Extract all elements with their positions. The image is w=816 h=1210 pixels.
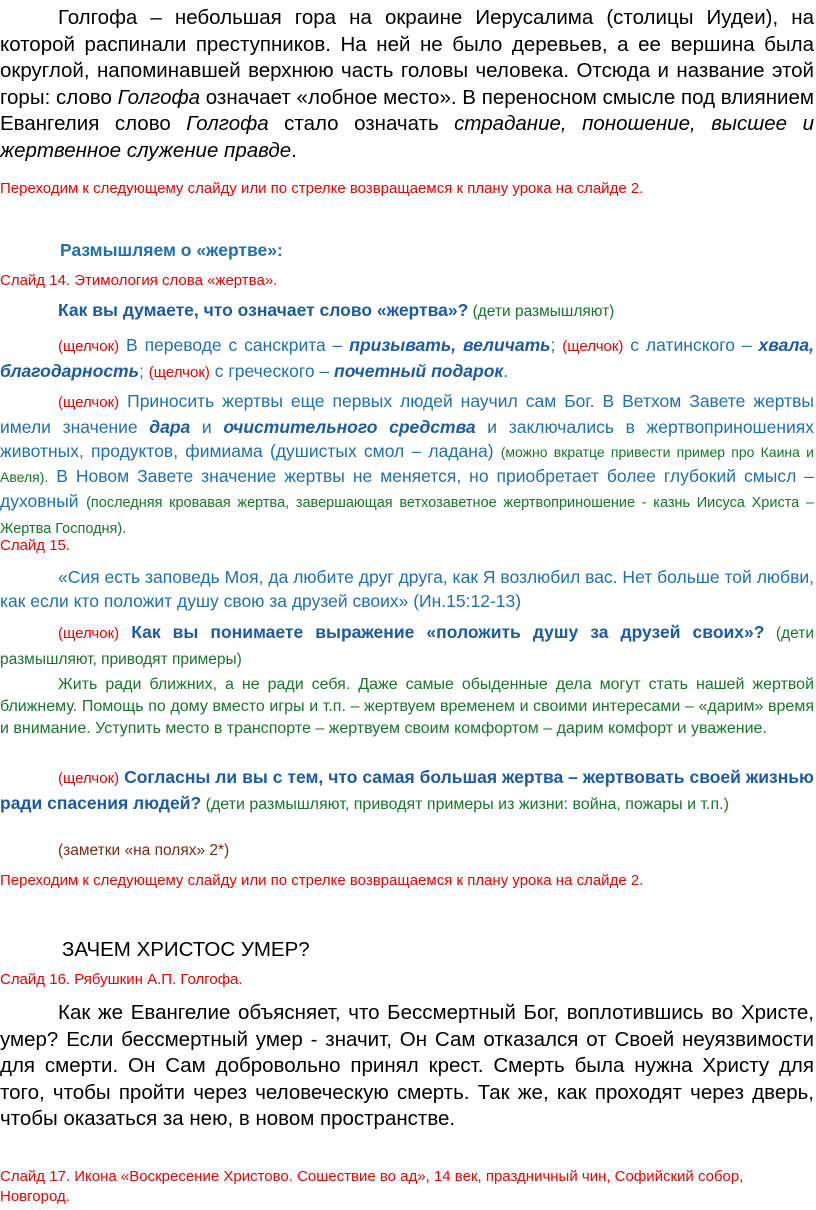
navigation-note: Переходим к следующему слайду или по стрелке возвращаемся к плану урока на слайде 2. (0, 872, 644, 889)
italic-term: Голгофа (117, 85, 200, 109)
slide-label-16: Слайд 16. Рябушкин А.П. Голгофа. (0, 971, 243, 988)
text-run: Голгофа – небольшая гора на окраине Иерусалима (столицы Иудеи), на которой распинали преступников. На ней не было деревьев, а ее вершина была округлой, напоминавшей верхнюю часть головы человека. Отсюда и название этой горы: слово (0, 6, 814, 109)
emphasis: хвала, благодарность (0, 335, 814, 381)
etymology-paragraph (0, 333, 814, 385)
slide-label-15: Слайд 15. (0, 537, 71, 554)
question-text: Согласны ли вы с тем, что самая большая жертва – жертвовать своей жизнью ради спасения людей? (0, 767, 814, 813)
question-text: Как вы понимаете выражение «положить душу за друзей своих»? (119, 622, 765, 642)
text-run: означает «лобное место». В переносном смысле под влиянием Евангелия слово (0, 85, 814, 135)
text-run: с латинского – (623, 335, 759, 355)
question-lay-down-life (0, 620, 814, 672)
teacher-note: (последняя кровавая жертва, завершающая ветхозаветное жертвоприношение - казнь Иисуса Христа – Жертва Господня). (0, 495, 814, 537)
click-marker: (щелчок) (58, 770, 120, 787)
margin-notes-reference: (заметки «на полях» 2*) (58, 842, 230, 859)
teacher-note: (можно вкратце привести пример про Каина и Авеля). (0, 444, 814, 485)
teacher-note: (дети размышляют, приводят примеры из жизни: война, пожары и т.п.) (201, 796, 729, 813)
italic-term: Голгофа (186, 112, 269, 135)
text-run: В Новом Завете значение жертвы не меняется, но приобретает более глубокий смысл – духовный (0, 466, 814, 511)
text-run: и (190, 417, 224, 437)
emphasis: призывать, величать (349, 335, 551, 355)
text-run: В переводе с санскрита – (119, 335, 350, 355)
text-run: . (503, 361, 509, 381)
text-run: стало означать (268, 112, 455, 135)
teacher-note: (дети размышляют, приводят примеры) (0, 625, 814, 668)
answer-paragraph: Жить ради ближних, а не ради себя. Даже самые обыденные дела могут стать нашей жертвой ближнему. Помощь по дому вместо игры и т.п. – жертвуем временем и своими интересами – «дарим» время и внимание. Уступить место в транспорте – жертвуем своим комфортом – дарим комфорт и уважение. (0, 676, 814, 737)
emphasis: очистительного средства (223, 417, 476, 437)
emphasis: дара (149, 417, 191, 437)
click-marker: (щелчок) (58, 625, 120, 642)
italic-phrase: страдание, поношение, высшее и жертвенное служение правде (0, 112, 814, 162)
question-greatest-sacrifice (0, 765, 814, 817)
section-heading-sacrifice: Размышляем о «жертве»: (60, 240, 283, 260)
golgotha-paragraph (0, 5, 814, 164)
emphasis: почетный подарок (334, 361, 504, 381)
click-marker: (щелчок) (148, 364, 210, 381)
text-run: и заключались в жертвоприношениях животных, продуктов, фимиама (душистых смол – ладана) (0, 417, 814, 461)
slide-label-14: Слайд 14. Этимология слова «жертва». (0, 272, 278, 289)
why-christ-died-paragraph: Как же Евангелие объясняет, что Бессмертный Бог, воплотившись во Христе, умер? Если бессмертный умер - значит, Он Сам отказался от Своей неуязвимости для смерти. Он Сам добровольно принял крест. Смерть была нужна Христу для того, чтобы пройти через человеческую смерть. Так же, как проходят через дверь, чтобы оказаться за нею, в новом пространстве. (0, 1001, 814, 1130)
teacher-note: (дети размышляют) (468, 303, 615, 320)
text-run: с греческого – (209, 361, 335, 381)
navigation-note: Переходим к следующему слайду или по стрелке возвращаемся к плану урока на слайде 2. (0, 180, 644, 197)
sacrifice-history-paragraph (0, 389, 814, 541)
click-marker: (щелчок) (562, 338, 624, 355)
question-text: Как вы думаете, что означает слово «жертва»? (58, 300, 469, 320)
click-marker: (щелчок) (58, 338, 120, 355)
question-sacrifice-meaning (0, 298, 814, 324)
section-heading-why-christ-died: ЗАЧЕМ ХРИСТОС УМЕР? (62, 938, 310, 961)
text-run: ; (550, 335, 563, 355)
text-run: . (291, 138, 297, 162)
text-run: ; (139, 361, 149, 381)
text-run: Приносить жертвы еще первых людей научил сам Бог. В Ветхом Завете жертвы имели значение (0, 391, 814, 437)
scripture-quote: «Сия есть заповедь Моя, да любите друг друга, как Я возлюбил вас. Нет больше той любви, как если кто положит душу свою за друзей своих» (Ин.15:12-13) (0, 567, 814, 611)
click-marker: (щелчок) (58, 394, 120, 411)
slide-label-17: Слайд 17. Икона «Воскресение Христово. Сошествие во ад», 14 век, праздничный чин, Софийский собор, Новгород. (0, 1168, 744, 1205)
